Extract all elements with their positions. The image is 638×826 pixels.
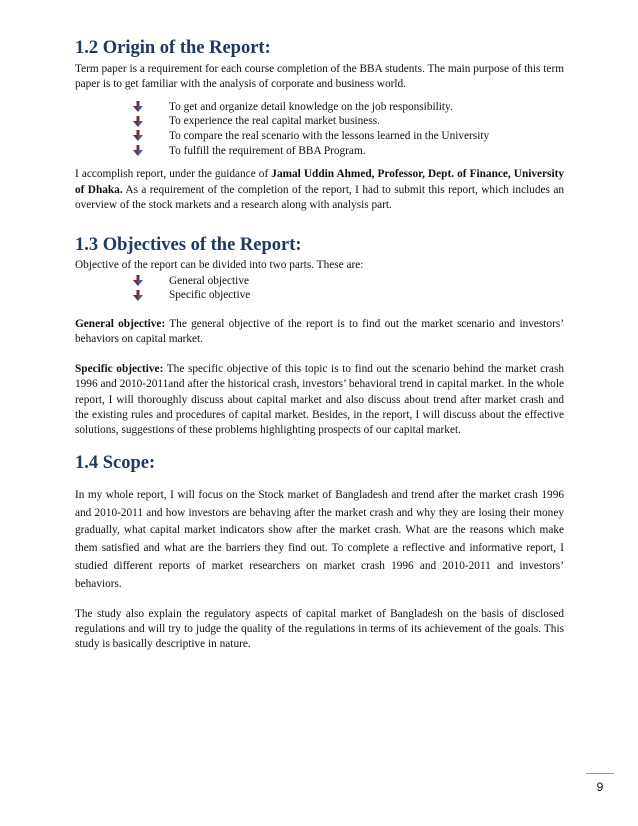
arrow-bullet-icon [133,145,143,157]
specific-objective-paragraph [75,362,564,439]
general-objective-text: The general objective of the report is to find out the market scenario and investors’ behaviors on capital market. [75,318,564,346]
list-item-text: To fulfill the requirement of BBA Program. [169,144,366,157]
list-item [75,114,564,129]
origin-bullet-list [75,100,564,158]
arrow-bullet-icon [133,290,143,302]
page-number: 9 [596,780,604,794]
list-item [75,129,564,144]
general-objective-paragraph [75,317,564,348]
scope-paragraph-2: The study also explain the regulatory aspects of capital market of Bangladesh on the basis of disclosed regulations and will try to judge the quality of the regulations in terms of its achievement of the goals. This study is basically descriptive in nature. [75,607,564,651]
list-item [75,100,564,115]
section-heading-origin: 1.2 Origin of the Report: [75,38,271,58]
guidance-text-start: I accomplish report, under the guidance of [75,168,272,181]
objectives-bullet-list [75,274,564,303]
general-objective-label: General objective: [75,318,166,330]
list-item [75,274,564,289]
list-item [75,288,564,303]
list-item-text: Specific objective [169,289,251,302]
section-heading-scope: 1.4 Scope: [75,452,156,473]
list-item-text: To experience the real capital market business. [169,115,380,128]
arrow-bullet-icon [133,130,143,142]
page-content [75,36,564,653]
guidance-text-end: As a requirement of the completion of the report, I had to submit this report, which includes an overview of the stock markets and a research along with analysis part. [75,183,564,211]
arrow-bullet-icon [133,275,143,287]
footer-divider [586,773,614,774]
supervisor-name: Jamal Uddin Ahmed, Professor, Dept. of Finance, University of Dhaka. [75,168,564,196]
scope-paragraph-1: In my whole report, I will focus on the Stock market of Bangladesh and trend after the market crash 1996 and 2010-2011 and how investors are behaving after the market crash and why they are losing their money gradually, what capital market indicators show after the market crash. What are the reasons which make them satisfied and what are the barriers they find out. To complete a reflective and informative report, I studied different reports of market researchers on market crash 1996 and 2010-2011 and investors’ behaviors. [75,488,564,590]
section-heading-objectives: 1.3 Objectives of the Report: [75,235,302,256]
specific-objective-text: The specific objective of this topic is to find out the scenario behind the market crash 1996 and 2010-2011and after the historical crash, investors’ behavioral trend in capital market. In the whole report, I will thoroughly discuss about capital market and also discuss about trend after market crash and the existing rules and procedures of capital market. Besides, in the report, I will discuss about the effective solutions, suggestions of these problems highlighting prospects of our capital market. [75,362,564,437]
specific-objective-label: Specific objective: [75,362,164,375]
list-item-text: To get and organize detail knowledge on the job responsibility. [169,100,453,113]
origin-intro-paragraph: Term paper is a requirement for each course completion of the BBA students. The main purpose of this term paper is to get familiar with the analysis of corporate and business world. [75,63,564,91]
objectives-intro-paragraph: Objective of the report can be divided into two parts. These are: [75,259,364,272]
arrow-bullet-icon [133,101,143,113]
origin-guidance-paragraph [75,167,564,213]
list-item-text: To compare the real scenario with the lessons learned in the University [169,130,490,142]
list-item-text: General objective [169,274,249,287]
arrow-bullet-icon [133,116,143,128]
list-item [75,144,564,159]
